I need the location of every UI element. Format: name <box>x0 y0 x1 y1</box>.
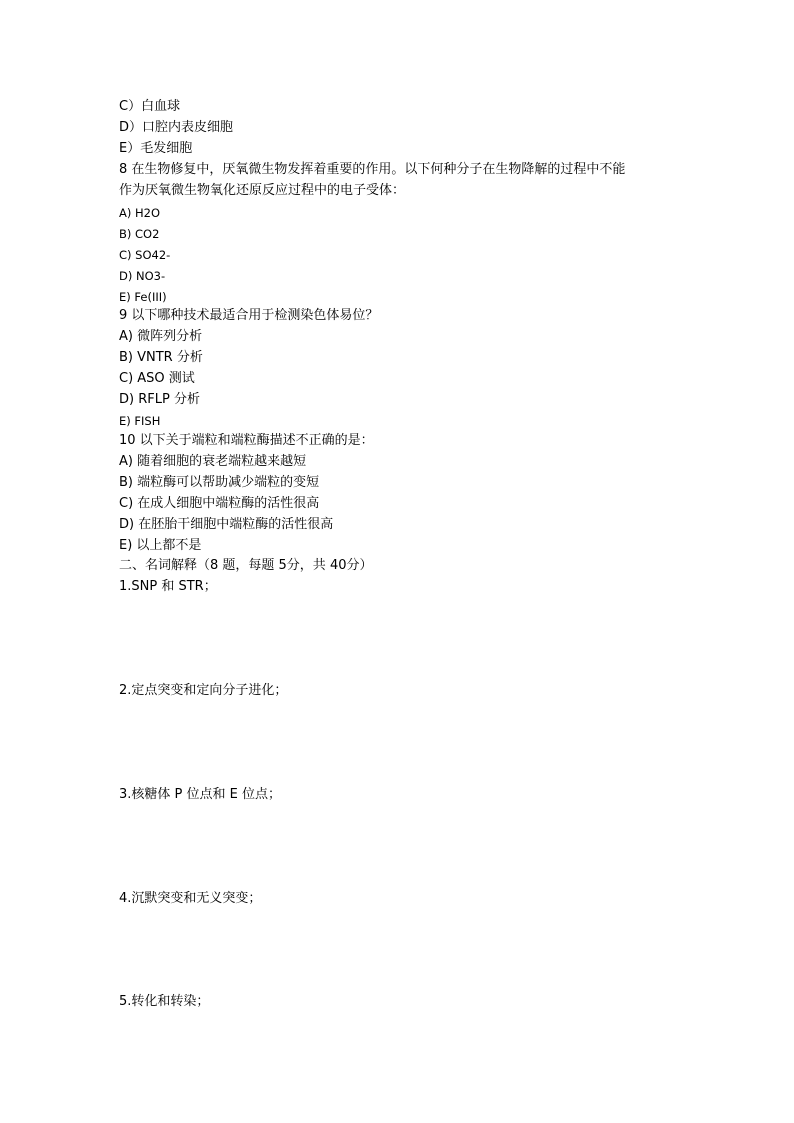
q9-option-c: C) ASO 测试 <box>119 371 195 386</box>
q8-option-e: E) Fe(III) <box>119 290 167 304</box>
section2-heading: 二、名词解释（8 题，每题 5分，共 40分） <box>119 558 373 573</box>
q8-stem-line1: 8 在生物修复中，厌氧微生物发挥着重要的作用。以下何种分子在生物降解的过程中不能 <box>119 162 626 177</box>
q7-option-d: D）口腔内表皮细胞 <box>119 120 234 135</box>
q8-stem-line2: 作为厌氧微生物氧化还原反应过程中的电子受体： <box>119 183 406 198</box>
q10-option-c: C) 在成人细胞中端粒酶的活性很高 <box>119 496 320 511</box>
q9-option-d: D) RFLP 分析 <box>119 392 200 407</box>
term-4: 4.沉默突变和无义突变； <box>119 891 262 906</box>
q10-option-a: A) 随着细胞的衰老端粒越来越短 <box>119 454 307 469</box>
q9-option-b: B) VNTR 分析 <box>119 350 203 365</box>
q8-option-a: A) H2O <box>119 206 161 220</box>
q10-option-e: E) 以上都不是 <box>119 538 202 553</box>
q8-option-b: B) CO2 <box>119 227 160 241</box>
term-2: 2.定点突变和定向分子进化； <box>119 683 288 698</box>
q10-stem: 10 以下关于端粒和端粒酶描述不正确的是： <box>119 433 374 448</box>
q9-option-a: A) 微阵列分析 <box>119 329 203 344</box>
q9-stem: 9 以下哪种技术最适合用于检测染色体易位？ <box>119 308 379 323</box>
q8-option-c: C) SO42- <box>119 248 171 262</box>
q10-option-d: D) 在胚胎干细胞中端粒酶的活性很高 <box>119 517 334 532</box>
q7-option-c: C）白血球 <box>119 99 181 114</box>
q8-option-d: D) NO3- <box>119 269 166 283</box>
term-3: 3.核糖体 P 位点和 E 位点； <box>119 787 281 802</box>
term-1: 1.SNP 和 STR； <box>119 579 217 594</box>
q7-option-e: E）毛发细胞 <box>119 141 193 156</box>
q9-option-e: E) FISH <box>119 414 161 428</box>
q10-option-b: B) 端粒酶可以帮助减少端粒的变短 <box>119 475 320 490</box>
term-5: 5.转化和转染； <box>119 994 210 1009</box>
